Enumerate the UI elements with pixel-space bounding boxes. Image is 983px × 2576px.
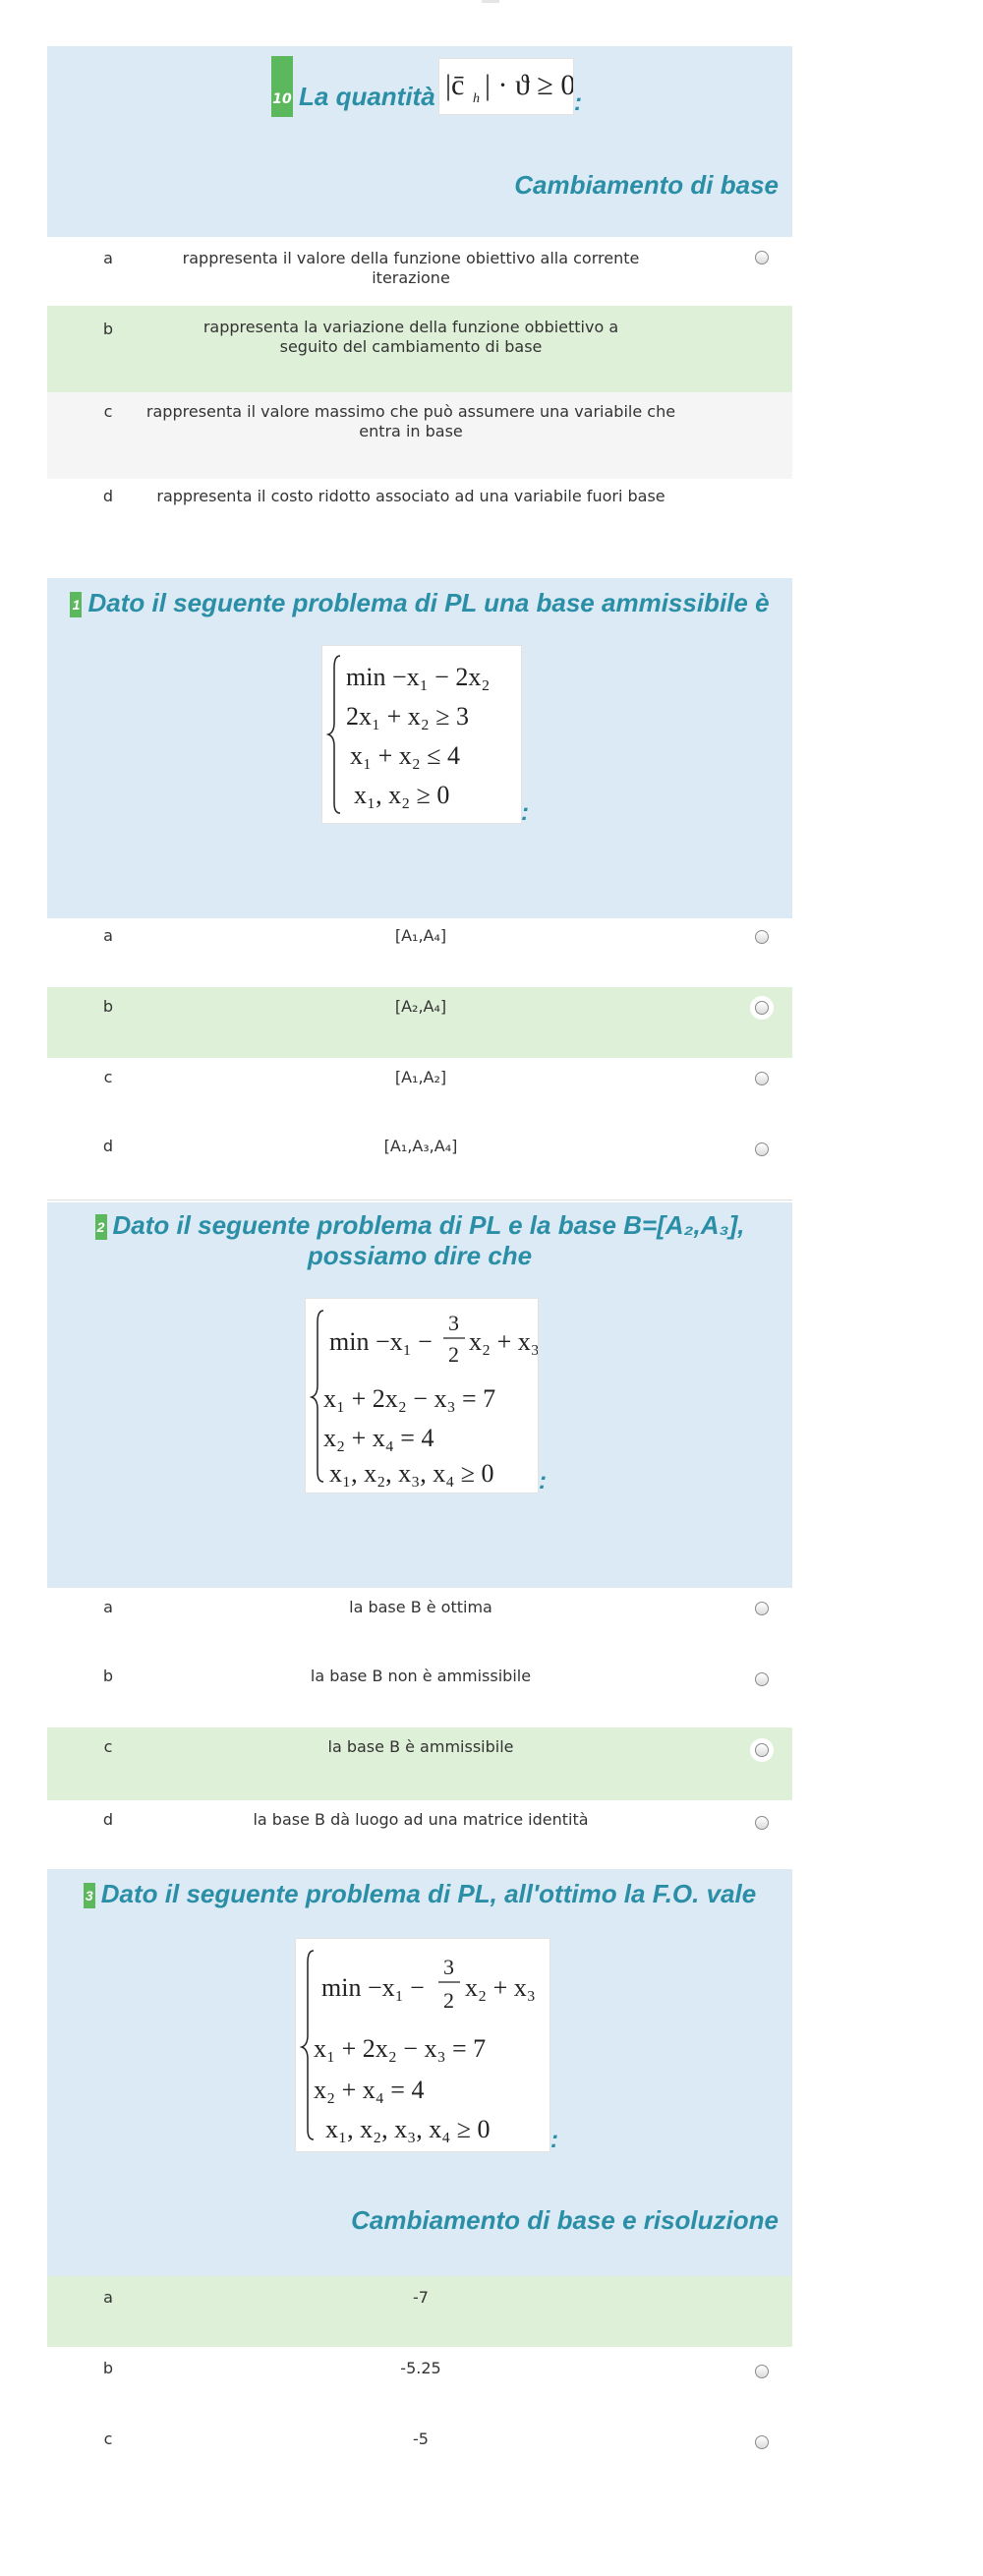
question-number-badge: 2 xyxy=(95,1214,107,1240)
option-letter: b xyxy=(102,2359,114,2377)
option-row-d[interactable] xyxy=(47,1800,792,1869)
question-number-badge: 3 xyxy=(84,1883,95,1908)
option-text: -5 xyxy=(413,2430,429,2448)
option-row-b[interactable] xyxy=(47,1659,792,1728)
option-row-d[interactable] xyxy=(47,479,792,577)
option-text: [A₁,A₂] xyxy=(394,1068,447,1086)
question-number-badge: 1 xyxy=(70,592,82,617)
option-text: [A₂,A₄] xyxy=(394,997,447,1016)
formula-line-2: 2x₁ + x₂ ≥ 3 xyxy=(346,702,470,731)
option-letter: c xyxy=(103,2430,113,2448)
option-radio[interactable] xyxy=(755,2435,769,2449)
option-row-b[interactable] xyxy=(47,987,792,1059)
formula-image xyxy=(321,645,522,824)
formula-line-4: x₁, x₂, x₃, x₄ ≥ 0 xyxy=(325,2115,491,2143)
option-row-a[interactable] xyxy=(47,237,792,307)
formula-line-3: x₁ + x₂ ≤ 4 xyxy=(350,741,461,770)
formula-fraction-denominator: 2 xyxy=(443,1988,454,2013)
option-letter: d xyxy=(102,1810,114,1829)
title-colon: : xyxy=(550,2127,558,2153)
option-text: [A₁,A₃,A₄] xyxy=(383,1137,458,1155)
option-radio[interactable] xyxy=(755,1142,769,1156)
option-row-b[interactable] xyxy=(47,306,792,393)
option-letter: b xyxy=(102,320,114,338)
formula-line-3: x₂ + x₄ = 4 xyxy=(314,2076,425,2104)
formula-image xyxy=(438,58,574,115)
formula-image xyxy=(295,1938,550,2152)
formula-image xyxy=(305,1298,539,1493)
option-letter: a xyxy=(103,249,113,267)
formula-lhs: |c̄ xyxy=(445,69,465,101)
option-row-a[interactable] xyxy=(47,918,792,988)
option-letter: b xyxy=(102,997,114,1016)
option-text: [A₁,A₄] xyxy=(394,926,447,945)
option-row-a[interactable] xyxy=(47,1588,792,1660)
formula-min: min −x₁ − xyxy=(329,1327,433,1356)
formula-fraction-numerator: 3 xyxy=(448,1311,459,1335)
option-letter: c xyxy=(103,1737,113,1756)
option-letter: d xyxy=(102,1137,114,1155)
option-text: rappresenta il costo ridotto associato ad una variabile fuori base xyxy=(156,487,665,505)
title-colon: : xyxy=(521,799,529,826)
formula-line-3: x₂ + x₄ = 4 xyxy=(323,1424,434,1452)
formula-line-2: x₁ + 2x₂ − x₃ = 7 xyxy=(314,2034,487,2063)
option-text: la base B dà luogo ad una matrice identità xyxy=(253,1810,589,1829)
option-text: la base B è ottima xyxy=(349,1598,492,1616)
option-radio[interactable] xyxy=(755,930,769,944)
option-radio[interactable] xyxy=(755,1602,769,1615)
option-radio[interactable] xyxy=(755,1816,769,1830)
formula-min-tail: x₂ + x₃ xyxy=(465,1973,536,2002)
title-colon: : xyxy=(539,1468,547,1494)
question-1-header xyxy=(47,578,792,918)
option-text: rappresenta il valore della funzione obiettivo alla corrente iterazione xyxy=(182,249,640,287)
formula-min-tail: x₂ + x₃ xyxy=(469,1327,538,1356)
option-letter: c xyxy=(103,1068,113,1086)
top-marker xyxy=(482,0,499,3)
title-colon: : xyxy=(574,89,582,116)
formula-fraction-denominator: 2 xyxy=(448,1342,459,1367)
option-letter: d xyxy=(102,487,114,505)
option-text: la base B non è ammissibile xyxy=(310,1667,532,1685)
option-row-c[interactable] xyxy=(47,1058,792,1130)
option-text: rappresenta il valore massimo che può assumere una variabile che entra in base xyxy=(145,402,676,440)
formula-line-4: x₁, x₂ ≥ 0 xyxy=(354,781,450,809)
formula-line-2: x₁ + 2x₂ − x₃ = 7 xyxy=(323,1384,496,1413)
option-row-a[interactable] xyxy=(47,2276,792,2348)
formula-rhs: | · ϑ ≥ 0 xyxy=(485,69,573,101)
formula-line-4: x₁, x₂, x₃, x₄ ≥ 0 xyxy=(329,1459,494,1488)
option-radio[interactable] xyxy=(755,1072,769,1085)
option-radio[interactable] xyxy=(755,1743,769,1757)
option-row-c[interactable] xyxy=(47,2418,792,2488)
option-row-c[interactable] xyxy=(47,392,792,480)
question-title-line-2: possiamo dire che xyxy=(307,1241,533,1270)
option-text: la base B è ammissibile xyxy=(327,1737,514,1756)
question-title xyxy=(47,1210,792,1271)
formula-subscript: h xyxy=(473,91,480,106)
formula-line-1: min −x₁ − 2x₂ xyxy=(346,663,491,691)
option-radio[interactable] xyxy=(755,1001,769,1015)
question-3-header xyxy=(47,1869,792,2276)
option-row-b[interactable] xyxy=(47,2347,792,2419)
question-title-text: Dato il seguente problema di PL una base ammissibile è xyxy=(87,588,770,617)
option-text: -7 xyxy=(413,2288,429,2307)
question-10-header xyxy=(47,46,792,237)
question-number-badge: 10 xyxy=(271,56,293,117)
option-radio[interactable] xyxy=(755,2365,769,2378)
option-text: -5.25 xyxy=(400,2359,441,2377)
question-title-text: La quantità xyxy=(299,82,435,111)
question-subtitle: Cambiamento di base e risoluzione xyxy=(351,2205,779,2235)
question-subtitle: Cambiamento di base xyxy=(514,170,779,200)
option-radio[interactable] xyxy=(755,1672,769,1686)
option-text: rappresenta la variazione della funzione obbiettivo a seguito del cambiamento di base xyxy=(202,318,619,356)
formula-fraction-numerator: 3 xyxy=(443,1955,454,1979)
question-title-text: Dato il seguente problema di PL, all'ottimo la F.O. vale xyxy=(100,1879,757,1908)
option-radio[interactable] xyxy=(755,251,769,264)
option-row-d[interactable] xyxy=(47,1129,792,1200)
option-letter: a xyxy=(103,1598,113,1616)
option-letter: a xyxy=(103,926,113,945)
option-row-c[interactable] xyxy=(47,1727,792,1801)
question-title xyxy=(47,1879,792,1909)
option-letter: b xyxy=(102,1667,114,1685)
question-title-line-1: Dato il seguente problema di PL e la base B=[A₂,A₃], xyxy=(112,1210,745,1240)
formula-min: min −x₁ − xyxy=(321,1973,425,2002)
option-letter: a xyxy=(103,2288,113,2307)
question-title xyxy=(47,588,792,618)
question-2-header xyxy=(47,1202,792,1588)
option-letter: c xyxy=(103,402,113,421)
